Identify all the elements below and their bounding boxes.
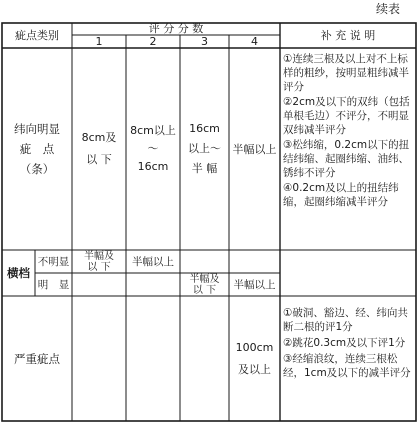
serious-note-3: ③经缩浪纹，连续三根松经，1cm及以下的减半评分	[283, 353, 411, 379]
serious-s4-line-1: 100cm	[235, 340, 274, 354]
weft-s4: 半幅以上	[232, 143, 277, 156]
weft-note-2: ②2cm及以下的双纬（包括单根毛边）不评分，不明显双纬减半评分	[283, 96, 410, 136]
serious-category-label	[2, 296, 72, 421]
horizontal-s3-line-2: 以 下	[192, 284, 217, 296]
weft-s2-line-3: 16cm	[137, 160, 169, 173]
horizontal-category-label	[2, 250, 35, 296]
serious-notes	[283, 306, 413, 380]
weft-s2-line-2: ～	[147, 142, 159, 155]
horizontal-sub-2-text: 明 显	[37, 279, 70, 291]
horizontal-sub-1	[35, 250, 72, 273]
serious-s4-line-2: 及以上	[238, 362, 271, 376]
header-score-col-4: 4	[251, 35, 258, 48]
weft-category-label	[2, 48, 72, 250]
weft-note-4: ④0.2cm及以上的扭结纬缩，起圈纬缩减半评分	[283, 182, 399, 208]
horizontal-s2	[126, 250, 180, 273]
weft-notes	[283, 52, 413, 209]
weft-score-2	[126, 48, 180, 250]
serious-note-1: ①破洞、豁边、经、纬向共断二根的评1分	[283, 307, 408, 333]
header-score-col-1: 1	[95, 35, 103, 48]
serious-note-2: ②跳花0.3cm及以下评1分	[283, 337, 406, 349]
weft-s2-line-1: 8cm以上	[130, 124, 176, 137]
weft-s1-line-1: 8cm及	[81, 131, 117, 144]
weft-note-1: ①连续三根及以上对不上标样的粗纱，按明显粗纬减半评分	[283, 53, 409, 93]
horizontal-s4	[229, 273, 280, 296]
continued-label: 续表	[376, 2, 401, 16]
weft-s3-line-1: 16cm	[189, 122, 220, 135]
weft-s3-line-2: 以上～	[188, 142, 221, 155]
horizontal-label: 横档	[7, 266, 30, 280]
weft-score-4	[229, 48, 280, 250]
weft-score-1	[72, 48, 126, 250]
serious-label: 严重疵点	[14, 351, 60, 366]
horizontal-s1	[72, 250, 126, 273]
horizontal-s1-line-2: 以 下	[87, 261, 111, 273]
header-category: 疵点类别	[15, 29, 59, 42]
weft-label-line-1: 纬向明显	[14, 122, 60, 136]
weft-score-3	[180, 48, 229, 250]
weft-s3-line-3: 半 幅	[191, 162, 218, 175]
weft-label-line-2: 疵 点	[19, 142, 55, 156]
horizontal-s4-text: 半幅以上	[233, 279, 276, 291]
horizontal-s1-line-1: 半幅及	[84, 250, 114, 262]
weft-s1-line-2: 以 下	[86, 153, 112, 166]
horizontal-s3-line-1: 半幅及	[189, 273, 220, 285]
header-score-col-3: 3	[201, 35, 208, 48]
serious-s4	[229, 296, 280, 421]
header-score-group: 评 分 分 数	[148, 22, 204, 35]
horizontal-s2-text: 半幅以上	[132, 256, 174, 268]
horizontal-sub-1-text: 不明显	[37, 256, 70, 268]
weft-note-3: ③松纬缩，0.2cm以下的扭结纬缩、起圈纬缩、油纬、锈纬不评分	[283, 139, 410, 179]
weft-label-line-3: （条）	[19, 162, 55, 176]
horizontal-s3	[180, 273, 229, 296]
header-notes: 补 充 说 明	[320, 29, 376, 42]
header-score-col-2: 2	[149, 35, 157, 48]
horizontal-sub-2	[35, 273, 72, 296]
